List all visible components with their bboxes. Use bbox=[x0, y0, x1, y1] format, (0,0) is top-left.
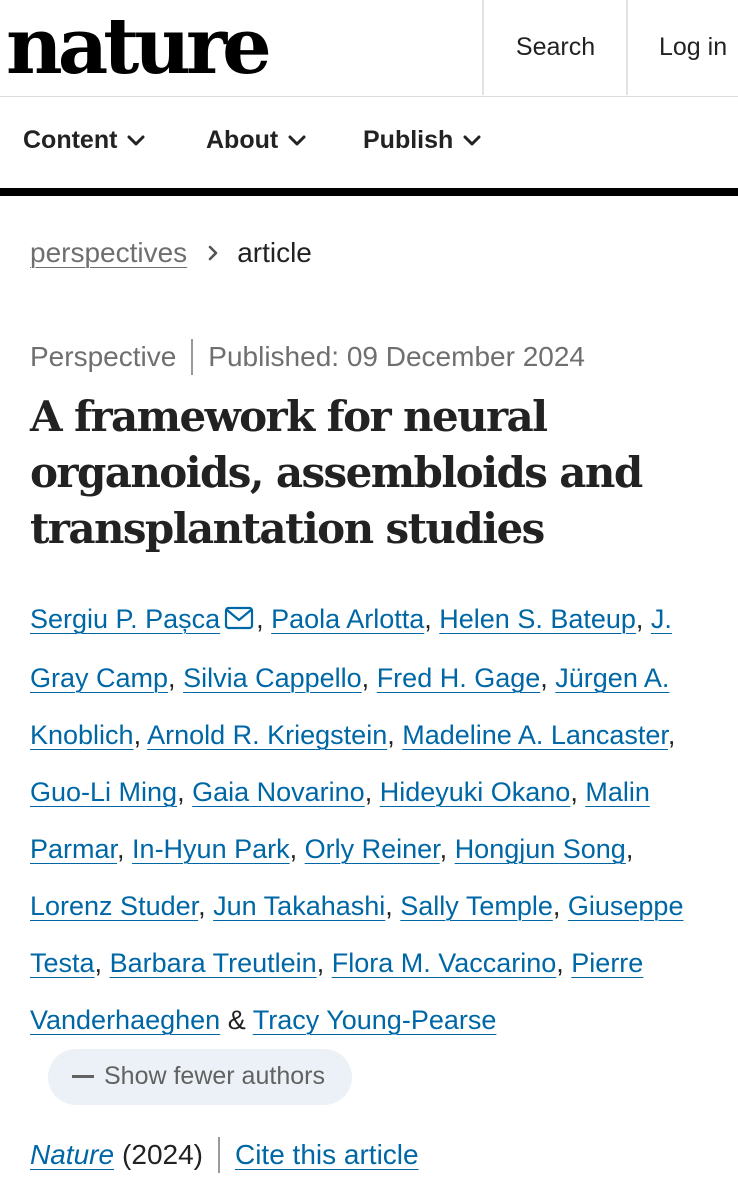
meta-divider bbox=[191, 339, 193, 375]
search-button[interactable]: Search bbox=[482, 0, 627, 95]
author-link[interactable]: Jürgen A. Knoblich bbox=[30, 663, 670, 750]
login-button[interactable]: Log in bbox=[626, 0, 738, 95]
nav-publish-label: Publish bbox=[363, 126, 454, 154]
author-link[interactable]: Sally Temple bbox=[400, 891, 553, 921]
author-link[interactable]: Giuseppe Testa bbox=[30, 891, 684, 978]
author-link[interactable]: Hongjun Song bbox=[454, 834, 626, 864]
article-type: Perspective bbox=[30, 341, 177, 372]
article-meta bbox=[30, 339, 585, 375]
author-link[interactable]: Lorenz Studer bbox=[30, 891, 199, 921]
author-link[interactable]: Helen S. Bateup bbox=[439, 604, 636, 634]
author-link[interactable]: Jun Takahashi bbox=[213, 891, 386, 921]
nav-content-label: Content bbox=[23, 126, 118, 154]
site-header bbox=[0, 0, 738, 97]
nav-about[interactable] bbox=[206, 126, 306, 155]
author-link[interactable]: Gaia Novarino bbox=[192, 777, 365, 807]
published-date: Published: 09 December 2024 bbox=[208, 341, 585, 372]
chevron-down-icon bbox=[127, 135, 145, 147]
chevron-down-icon bbox=[463, 135, 481, 147]
show-fewer-authors-label: Show fewer authors bbox=[104, 1062, 325, 1091]
author-link[interactable]: Hideyuki Okano bbox=[379, 777, 571, 807]
show-fewer-authors-button[interactable] bbox=[48, 1049, 352, 1105]
author-link[interactable]: Orly Reiner bbox=[304, 834, 440, 864]
author-link[interactable]: Fred H. Gage bbox=[376, 663, 541, 693]
author-link[interactable]: Tracy Young-Pearse bbox=[252, 1005, 497, 1035]
breadcrumb-current: article bbox=[237, 237, 312, 268]
breadcrumb-perspectives[interactable]: perspectives bbox=[30, 237, 188, 268]
author-link[interactable]: Flora M. Vaccarino bbox=[331, 948, 557, 978]
author-link[interactable]: Pierre Vanderhaeghen bbox=[30, 948, 644, 1035]
nav-about-label: About bbox=[206, 126, 279, 154]
author-link[interactable]: Paola Arlotta bbox=[271, 604, 425, 634]
author-link[interactable]: Arnold R. Kriegstein bbox=[147, 720, 388, 750]
nav-content[interactable] bbox=[23, 126, 145, 155]
author-link[interactable]: Madeline A. Lancaster bbox=[402, 720, 668, 750]
minus-icon bbox=[72, 1075, 94, 1078]
author-link[interactable]: In-Hyun Park bbox=[132, 834, 290, 864]
publication-year: (2024) bbox=[122, 1139, 203, 1170]
author-link[interactable]: J. Gray Camp bbox=[30, 604, 672, 693]
mail-icon[interactable] bbox=[224, 593, 254, 650]
main-nav bbox=[0, 96, 738, 196]
article-title: A framework for neural organoids, assembloids and transplantation studies bbox=[30, 392, 642, 553]
author-link[interactable]: Guo-Li Ming bbox=[30, 777, 178, 807]
chevron-right-icon bbox=[207, 244, 219, 262]
journal-link[interactable]: Nature bbox=[30, 1139, 115, 1170]
author-link[interactable]: Silvia Cappello bbox=[183, 663, 362, 693]
author-list: Sergiu P. Pașca , Paola Arlotta, Helen S. Bateup, J. Gray Camp, Silvia Cappello, Fred H. Gage, Jürgen A. Knoblich, Arnold R. Kriegstein, Madeline A. Lancaster, Guo-Li Ming, Gaia Novarino, Hideyuki Okano, Malin Parmar, In-Hyun Park, Orly Reiner, Hongjun Song, Lorenz Studer, Jun Takahashi, Sally Temple, Giuseppe Testa, Barbara Treutlein, Flora M. Vaccarino, Pierre Vanderhaeghen & Tracy Young-Pearse Show fewer authors bbox=[30, 591, 720, 1107]
nature-logo[interactable]: nature bbox=[6, 1, 267, 92]
cite-article-link[interactable]: Cite this article bbox=[234, 1139, 419, 1170]
cite-divider bbox=[218, 1137, 220, 1173]
author-link[interactable]: Barbara Treutlein bbox=[109, 948, 317, 978]
author-link[interactable]: Sergiu P. Pașca bbox=[30, 604, 221, 634]
author-link[interactable]: Malin Parmar bbox=[30, 777, 650, 864]
nav-publish[interactable] bbox=[363, 126, 481, 155]
chevron-down-icon bbox=[288, 135, 306, 147]
breadcrumb bbox=[30, 237, 312, 269]
citation-line bbox=[30, 1137, 419, 1173]
